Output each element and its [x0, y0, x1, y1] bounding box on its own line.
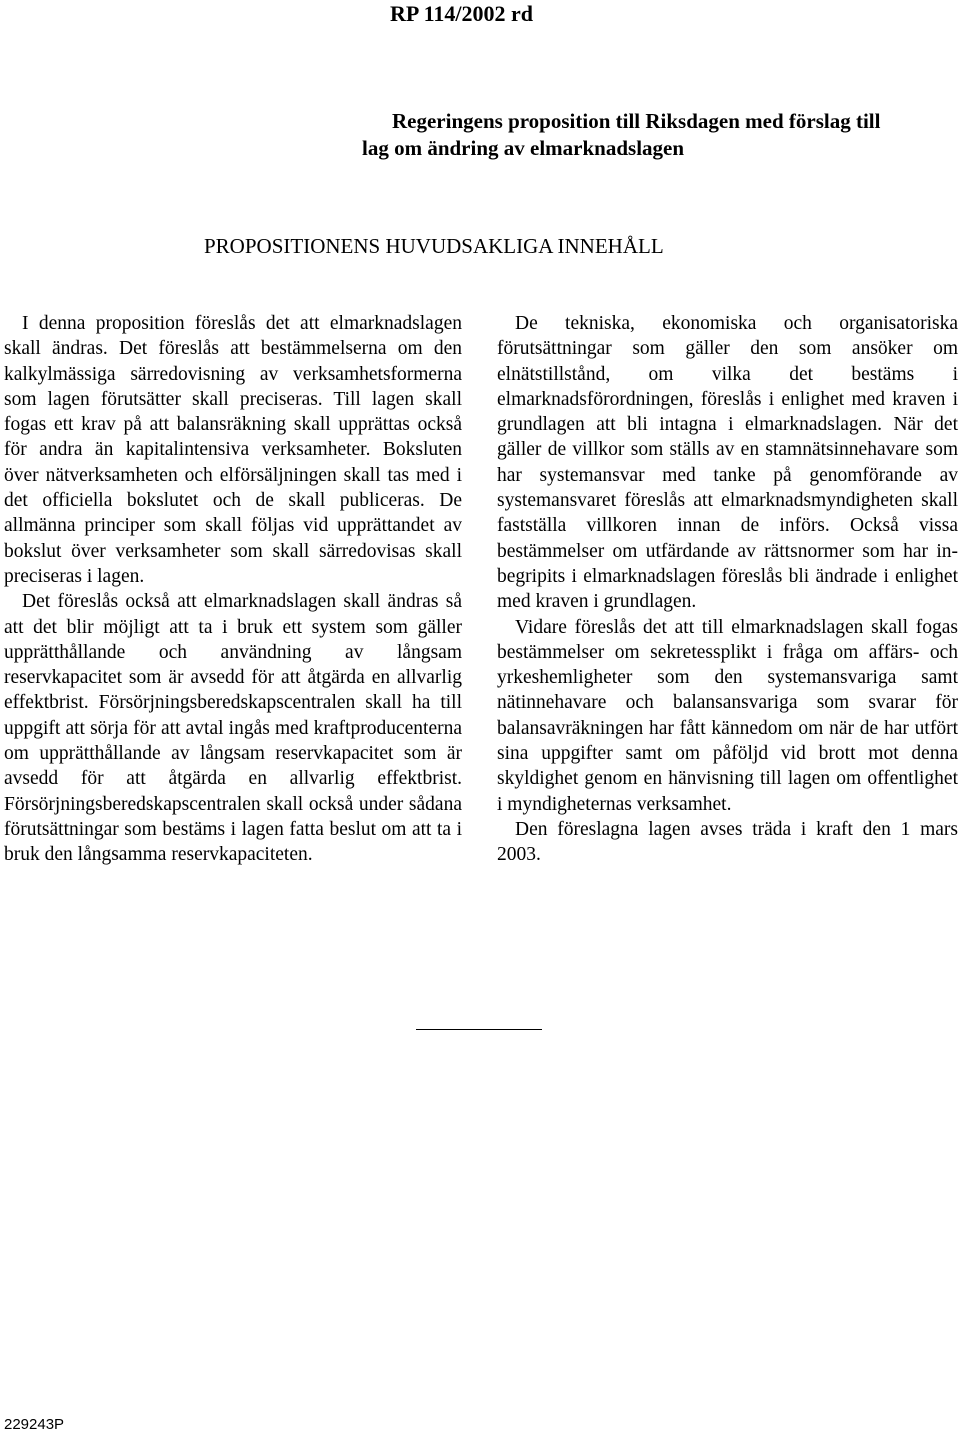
footer-code: 229243P: [4, 1416, 65, 1433]
right-paragraph-3: Den föreslagna lagen avses träda i kraft den 1 mars 2003.: [497, 818, 958, 866]
title-line-1: Regeringens proposition till Riksdagen med förslag till: [392, 109, 881, 133]
title-line-2: lag om ändring av elmarknadslagen: [362, 136, 685, 160]
left-paragraph-2: Det föreslås också att elmarknadslagen skall ändras så att det blir möjligt att ta i bruk ett system som gäller upprätthållande och användning av långsam reservkapacitet som är avsedd för att åtgärda en allvarlig effektbrist. Försörjningsberedskapscentralen skall ha till uppgift att sörja för att avtal ingås med kraftproducenterna om upprätthållande av långsam reservkapacitet som är avsedd för att åtgärda en allvarlig effektbrist. Försörjningsberedskapscentralen skall också under sådana förutsättningar som bestäms i lagen fatta beslut om att ta i bruk den långsamma reservkapaciteten.: [4, 591, 462, 866]
document-number: RP 114/2002 rd: [390, 1, 534, 26]
section-heading: PROPOSITIONENS HUVUDSAKLIGA INNEHÅLL: [204, 234, 664, 258]
right-paragraph-2: Vidare föreslås det att till elmarknadslagen skall fogas bestämmelser om sekretessplikt i fråga om affärs- och yrkeshemligheter som den systemansvariga samt nätinnehavare och balansansvariga som svarar för balansavräkningen har fått kännedom om när de har utfört sina uppgifter samt om påföljd vid brott mot denna skyldighet genom en hänvisning till lagen om offentlighet i myndigheternas verksamhet.: [497, 616, 958, 815]
right-paragraph-1: De tekniska, ekonomiska och organisatoriska förutsättningar som gäller den som ansöker om elnätstillstånd, om vilka det bestäms i elmarknadsförordningen, föreslås i enlighet med kraven i grundlagen att bli intagna i elmarknadslagen. När det gäller de villkor som ställs av en stamnätsinnehavare som har systemansvar med tanke på genomförande av systemansvaret föreslås att elmarknadsmyndigheten skall fastställa villkoren innan de införs. Också vissa bestämmelser om utfärdande av rättsnormer som har inbegripits i elmarknadslagen föreslås bli ändrade i enlighet med kraven i grundlagen.: [497, 313, 958, 613]
document-title: [362, 108, 960, 162]
left-paragraph-1: I denna proposition föreslås det att elmarknadslagen skall ändras. Det föreslås att bestämmelserna om den kalkylmässiga särredovisning av verksamhetsformerna som lagen förutsätter skall preciseras. Till lagen skall fogas ett krav på att balansräkning skall upprättas också för andra än kapitalintensiva verksamheter. Boksluten över nätverksamheten och elförsäljningen skall tas med i det officiella bokslutet och de skall publiceras. De allmänna principer som skall följas vid upprättandet av bokslut över verksamheter som skall särredovisas skall preciseras i lagen.: [4, 313, 462, 587]
right-column: [497, 311, 958, 868]
left-column: [4, 311, 462, 868]
end-rule-divider: [416, 1029, 542, 1030]
